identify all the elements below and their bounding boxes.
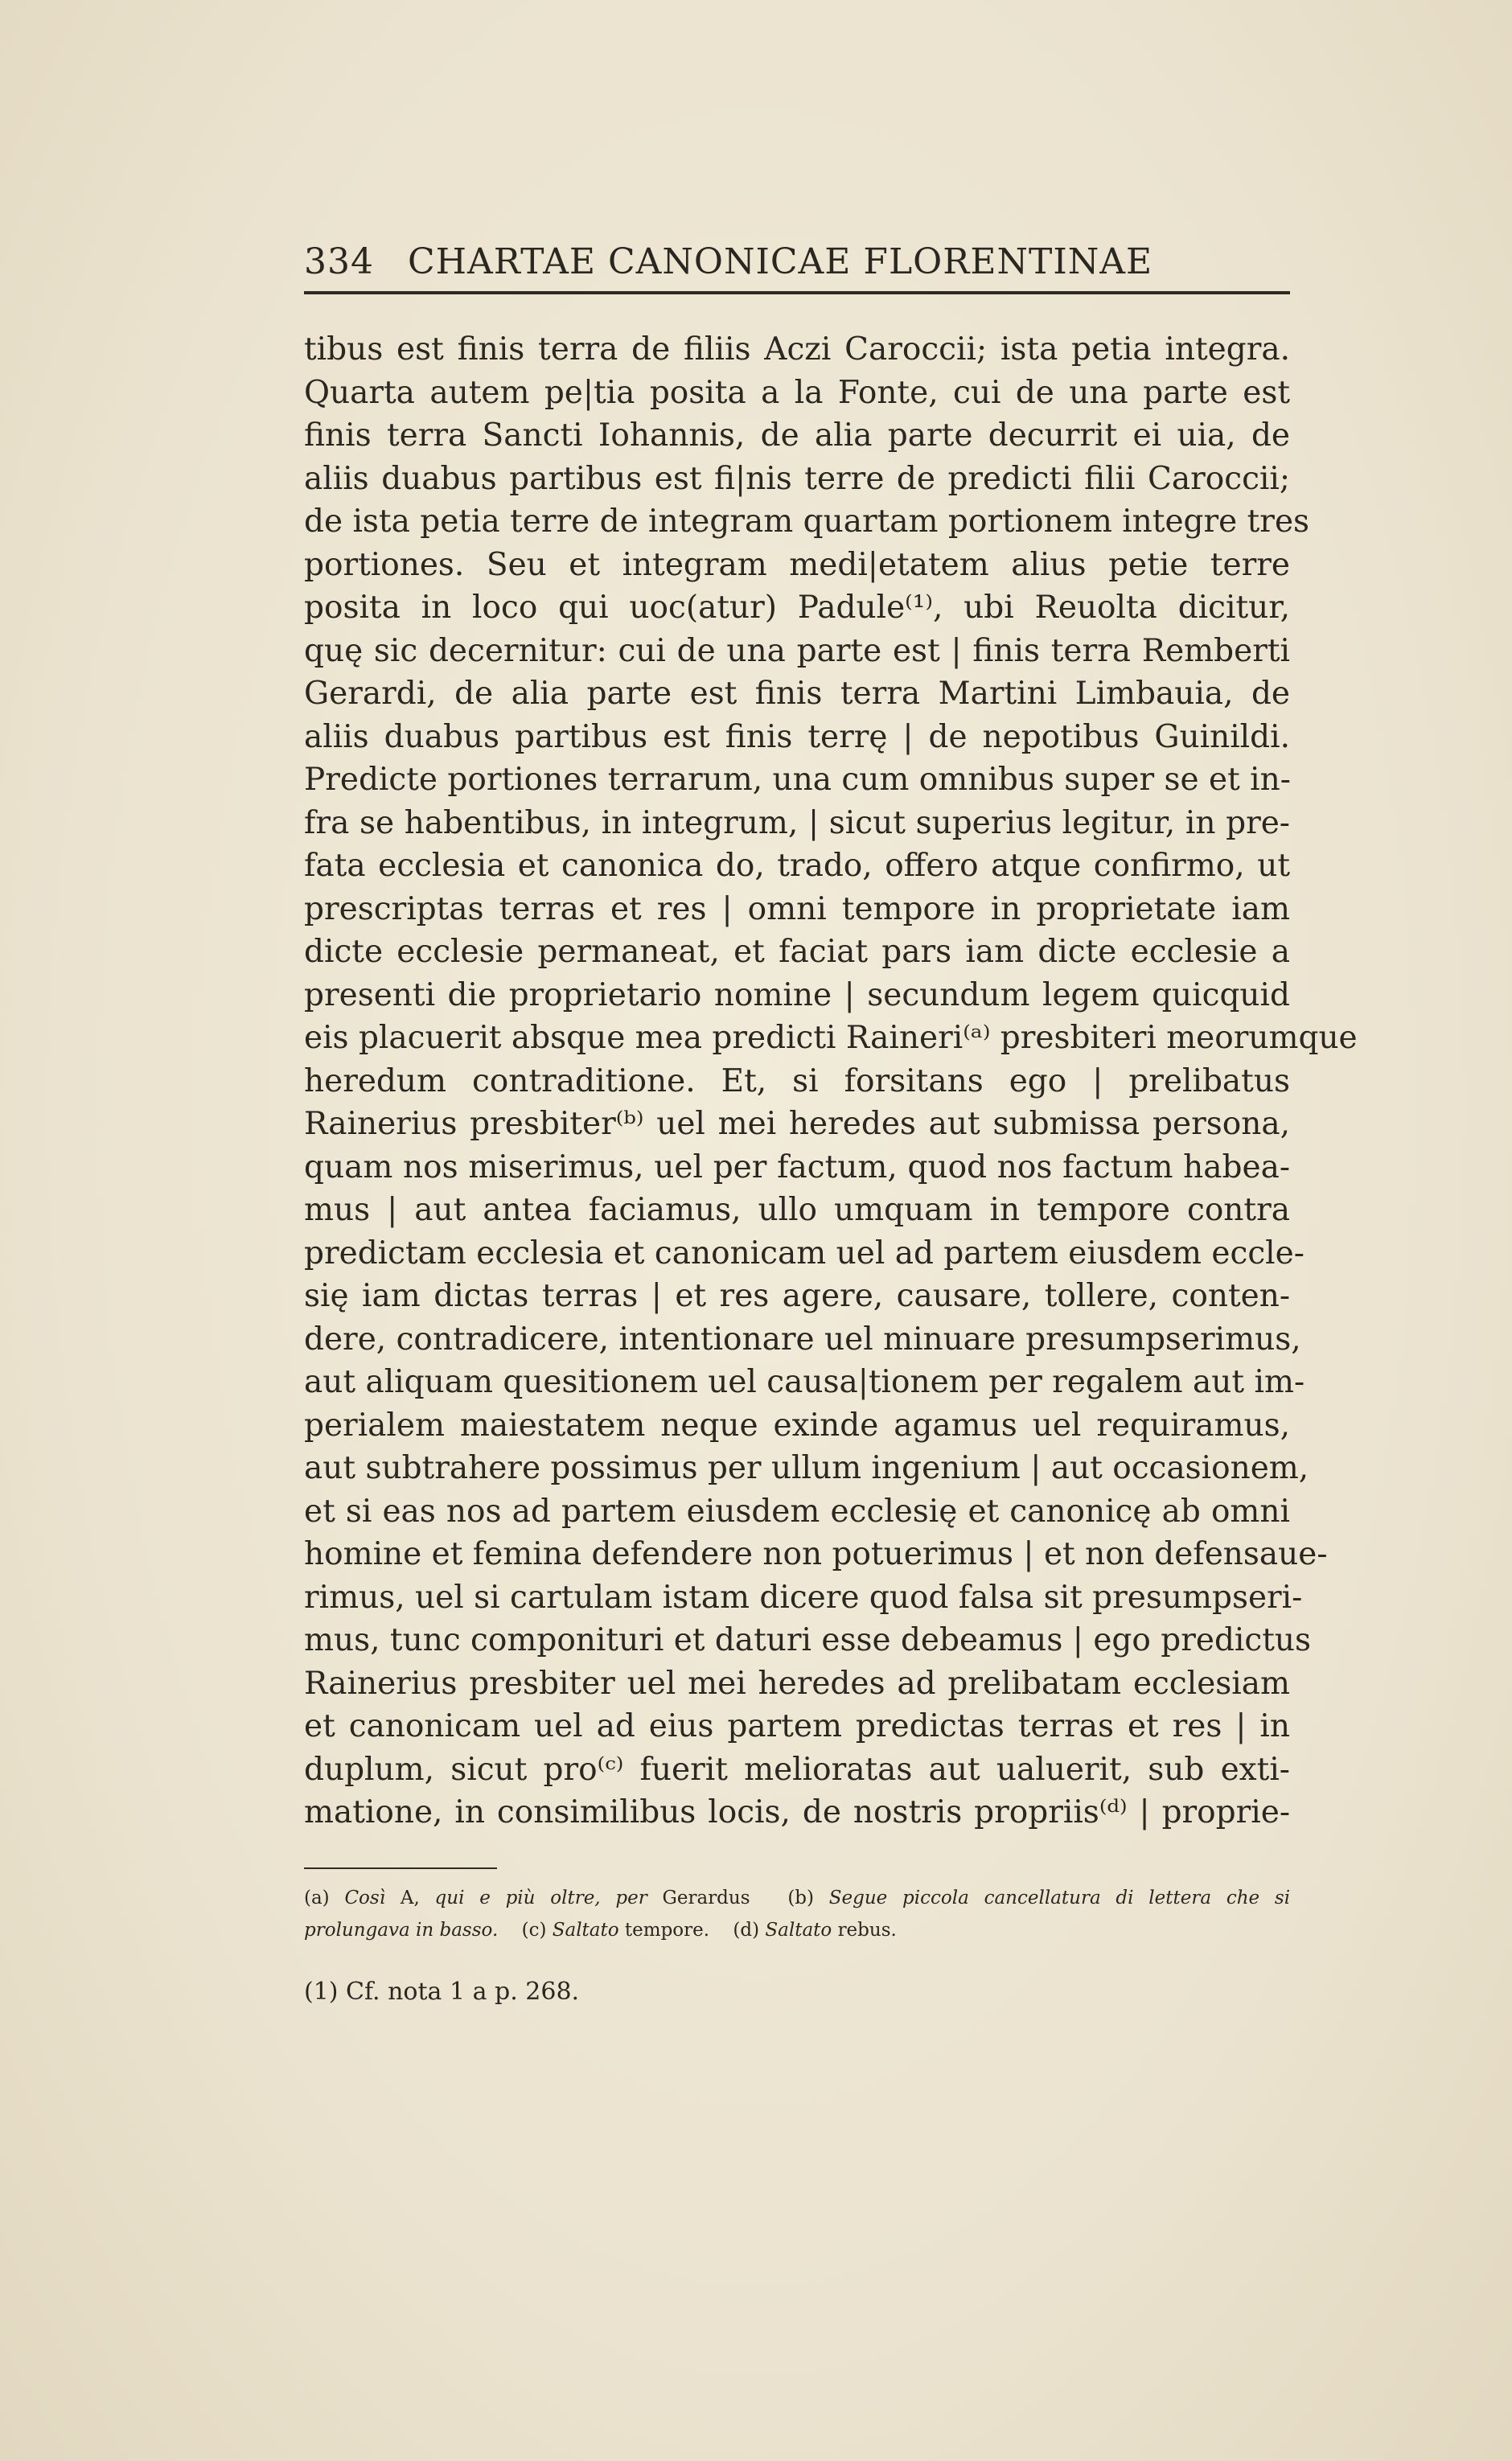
text-line: mus | aut antea faciamus, ullo umquam in tempore contra	[304, 1192, 1290, 1228]
body-text	[304, 328, 1358, 1834]
note-d-plain: rebus.	[837, 1920, 897, 1941]
text-line: portiones. Seu et integram medi|etatem alius petie terre	[304, 546, 1290, 583]
text-line: duplum, sicut pro⁽ᶜ⁾ fuerit melioratas aut ualuerit, sub exti-	[304, 1751, 1290, 1788]
text-line: mus, tunc componituri et daturi esse debeamus | ego predictus	[304, 1622, 1312, 1658]
page-header	[304, 238, 1290, 286]
note-c-plain: tempore.	[624, 1920, 710, 1941]
text-line: et canonicam uel ad eius partem predictas terras et res | in	[304, 1708, 1290, 1744]
note-c-italic: Saltato	[552, 1920, 619, 1941]
text-line: prescriptas terras et res | omni tempore in proprietate iam	[304, 890, 1290, 927]
text-line: matione, in consimilibus locis, de nostris propriis⁽ᵈ⁾ | proprie-	[304, 1794, 1290, 1830]
text-line: dicte ecclesie permaneat, et faciat pars iam dicte ecclesie a	[304, 934, 1290, 970]
text-line: dere, contradicere, intentionare uel minuare presumpserimus,	[304, 1321, 1301, 1358]
footnote-rule	[304, 1867, 497, 1869]
text-line: de ista petia terre de integram quartam portionem integre tres	[304, 503, 1310, 540]
text-line: quam nos miserimus, uel per factum, quod nos factum habea-	[304, 1148, 1290, 1185]
text-line: Predicte portiones terrarum, una cum omnibus super se et in-	[304, 762, 1291, 798]
header-rule	[304, 291, 1290, 294]
text-line: aliis duabus partibus est fi|nis terre de predicti filii Caroccii;	[304, 460, 1290, 497]
text-line: aut subtrahere possimus per ullum ingenium | aut occasionem,	[304, 1450, 1309, 1486]
note-a-italic-2: qui e più oltre, per	[434, 1888, 647, 1908]
note-c-label: (c)	[521, 1920, 547, 1941]
note-a-label: (a)	[304, 1888, 330, 1908]
running-title: CHARTAE CANONICAE FLORENTINAE	[407, 241, 1153, 282]
note-b-label: (b)	[787, 1888, 814, 1908]
note-b-italic-1: Segue piccola cancellatura di lettera che si	[828, 1888, 1291, 1908]
text-line: presenti die proprietario nomine | secundum legem quicquid	[304, 976, 1290, 1013]
text-line: tibus est finis terra de filiis Aczi Caroccii; ista petia integra.	[304, 331, 1290, 368]
critical-note-line	[304, 1914, 1290, 1946]
note-d-label: (d)	[733, 1920, 760, 1941]
text-line: fata ecclesia et canonica do, trado, offero atque confirmo, ut	[304, 848, 1290, 884]
text-line: homine et femina defendere non potuerimus | et non defensaue-	[304, 1536, 1328, 1572]
note-a-plain-2: Gerardus	[662, 1888, 750, 1908]
page-number: 334	[304, 241, 374, 282]
text-line: posita in loco qui uoc(atur) Padule⁽¹⁾, ubi Reuolta dicitur,	[304, 590, 1290, 626]
critical-note-line	[304, 1882, 1290, 1914]
text-line: quę sic decernitur: cui de una parte est | finis terra Remberti	[304, 632, 1290, 669]
text-line: predictam ecclesia et canonicam uel ad partem eiusdem eccle-	[304, 1235, 1305, 1272]
text-line: et si eas nos ad partem eiusdem ecclesię et canonicę ab omni	[304, 1493, 1290, 1530]
text-line: Quarta autem pe|tia posita a la Fonte, cui de una parte est	[304, 374, 1290, 411]
note-b-italic-2: prolungava in basso.	[304, 1920, 499, 1941]
note-a-italic-1: Così	[344, 1888, 386, 1908]
text-line: fra se habentibus, in integrum, | sicut superius legitur, in pre-	[304, 804, 1290, 841]
text-line: aliis duabus partibus est finis terrę | de nepotibus Guinildi.	[304, 718, 1290, 755]
note-a-plain-1: A,	[400, 1888, 420, 1908]
text-line: heredum contraditione. Et, si forsitans ego | prelibatus	[304, 1062, 1290, 1099]
text-line: się iam dictas terras | et res agere, causare, tollere, conten-	[304, 1278, 1290, 1314]
text-line: Rainerius presbiter uel mei heredes ad prelibatam ecclesiam	[304, 1665, 1290, 1702]
text-line: Rainerius presbiter⁽ᵇ⁾ uel mei heredes aut submissa persona,	[304, 1106, 1290, 1142]
numbered-footnote: (1) Cf. nota 1 a p. 268.	[304, 1978, 580, 2006]
text-line: perialem maiestatem neque exinde agamus uel requiramus,	[304, 1407, 1290, 1444]
text-line: eis placuerit absque mea predicti Raineri⁽ᵃ⁾ presbiteri meorumque	[304, 1020, 1358, 1056]
text-line: Gerardi, de alia parte est finis terra Martini Limbauia, de	[304, 676, 1290, 712]
text-line: aut aliquam quesitionem uel causa|tionem per regalem aut im-	[304, 1364, 1305, 1400]
text-line: finis terra Sancti Iohannis, de alia parte decurrit ei uia, de	[304, 417, 1290, 454]
critical-apparatus	[304, 1882, 1290, 1946]
text-line: rimus, uel si cartulam istam dicere quod falsa sit presumpseri-	[304, 1579, 1303, 1616]
note-d-italic: Saltato	[765, 1920, 832, 1941]
